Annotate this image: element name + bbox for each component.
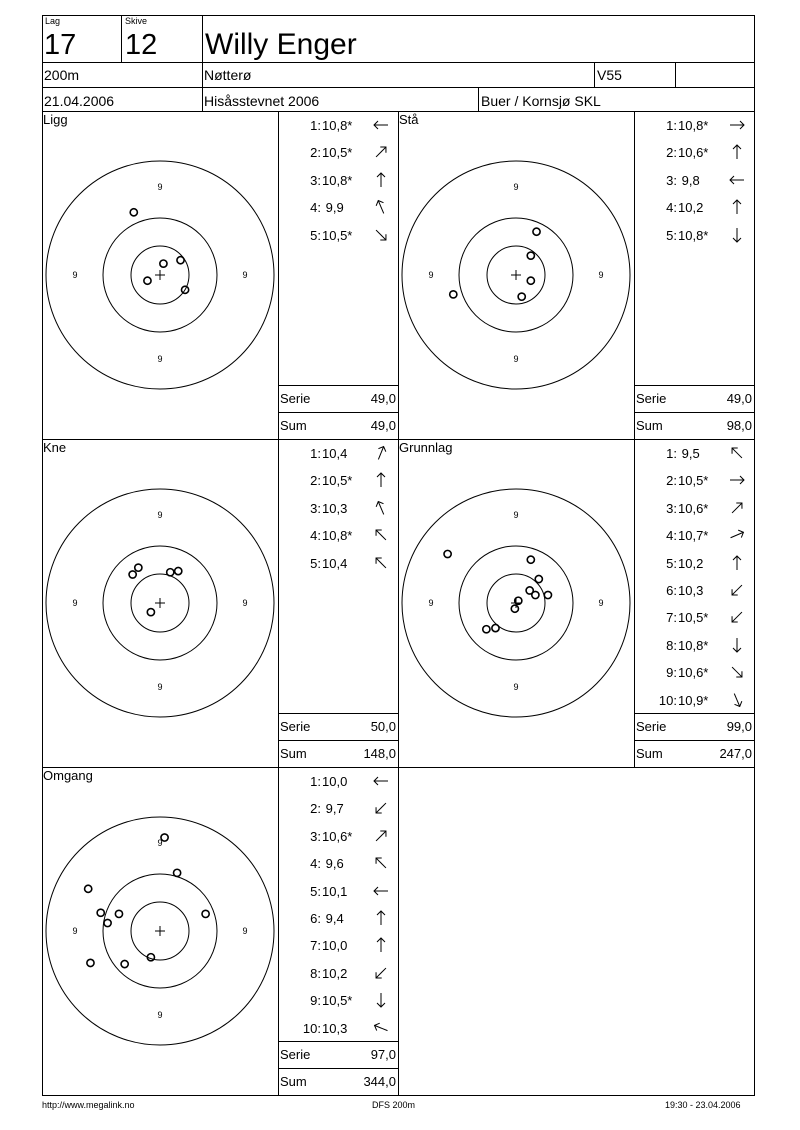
sum-label: Sum — [636, 418, 663, 433]
shot-value: 10,8* — [678, 227, 709, 243]
shot-value: 10,7* — [678, 528, 709, 544]
shot-impact-5 — [104, 919, 111, 926]
footer-title: DFS 200m — [372, 1100, 416, 1110]
shot-number: 2: — [310, 801, 321, 817]
ring-label: 9 — [513, 354, 519, 364]
shot-value: 10,6* — [322, 828, 353, 844]
date: 21.04.2006 — [44, 93, 115, 109]
sum-label: Sum — [636, 746, 663, 761]
shot-value: 10,5* — [678, 473, 709, 489]
shot-number: 4: — [310, 856, 321, 872]
shot-number: 4: — [666, 200, 677, 216]
shot-number: 5: — [310, 227, 321, 243]
direction-arrow-icon — [371, 990, 391, 1010]
ring-label: 9 — [242, 598, 248, 608]
shot-impact-1 — [147, 609, 154, 616]
direction-arrow-icon — [371, 197, 391, 217]
ring-label: 9 — [157, 182, 163, 192]
direction-arrow-icon — [371, 225, 391, 245]
direction-arrow-icon — [727, 170, 747, 190]
range-name: Buer / Kornsjø SKL — [481, 93, 601, 109]
sum-value: 148,0 — [363, 746, 396, 761]
shot-impact-1 — [527, 252, 534, 259]
shot-impact-5 — [135, 564, 142, 571]
shot-impact-4 — [97, 909, 104, 916]
shot-value: 10,6* — [678, 500, 709, 516]
shot-number: 3: — [310, 828, 321, 844]
direction-arrow-icon — [727, 470, 747, 490]
shot-number: 1: — [666, 118, 677, 133]
stage-label-omgang: Omgang — [43, 768, 93, 783]
shot-impact-8 — [527, 556, 534, 563]
shot-impact-7 — [535, 575, 542, 582]
footer-url[interactable]: http://www.megalink.no — [42, 1100, 135, 1110]
shot-value: 9,8 — [678, 172, 700, 188]
shot-number: 2: — [310, 145, 321, 161]
shot-number: 7: — [666, 610, 677, 626]
sum-label: Sum — [280, 746, 307, 761]
shot-value: 10,4 — [322, 446, 348, 461]
direction-arrow-icon — [371, 935, 391, 955]
sum-value: 247,0 — [719, 746, 752, 761]
event-name: Hisåsstevnet 2006 — [204, 93, 320, 109]
shot-value: 10,5* — [322, 227, 353, 243]
shot-impact-3 — [177, 257, 184, 264]
direction-arrow-icon — [727, 662, 747, 682]
lag-value: 17 — [44, 29, 77, 61]
direction-arrow-icon — [371, 170, 391, 190]
sum-value: 49,0 — [370, 418, 396, 433]
shot-value: 10,3 — [678, 583, 704, 598]
ring-label: 9 — [157, 510, 163, 520]
ring-label: 9 — [157, 354, 163, 364]
shot-impact-9 — [121, 960, 128, 967]
direction-arrow-icon — [727, 197, 747, 217]
shot-impact-4 — [518, 293, 525, 300]
shot-value: 10,0 — [322, 938, 348, 954]
direction-arrow-icon — [371, 771, 391, 791]
shot-value: 10,8* — [322, 172, 353, 188]
shot-number: 9: — [666, 665, 677, 681]
shot-value: 10,2 — [678, 555, 704, 571]
direction-arrow-icon — [371, 525, 391, 545]
shot-number: 1: — [666, 446, 677, 461]
shot-number: 2: — [666, 145, 677, 161]
shot-value: 10,8* — [678, 118, 709, 133]
shot-number: 1: — [310, 774, 321, 789]
direction-arrow-icon — [371, 963, 391, 983]
shot-impact-2 — [527, 277, 534, 284]
shot-value: 10,8* — [322, 528, 353, 544]
distance: 200m — [44, 67, 80, 83]
ring-label: 9 — [72, 270, 78, 280]
shot-impact-3 — [85, 885, 92, 892]
shot-value: 10,5* — [322, 145, 353, 161]
ring-label: 9 — [598, 270, 604, 280]
ring-label: 9 — [157, 1010, 163, 1020]
footer-timestamp: 19:30 - 23.04.2006 — [665, 1100, 741, 1110]
shot-number: 6: — [666, 583, 677, 598]
shot-value: 9,6 — [322, 856, 344, 872]
skive-value: 12 — [125, 29, 158, 61]
shot-number: 1: — [310, 118, 321, 133]
shot-number: 9: — [310, 993, 321, 1009]
shot-impact-10 — [511, 605, 518, 612]
target-stå — [396, 155, 636, 395]
lag-label: Lag — [45, 16, 61, 26]
shot-value: 9,4 — [322, 911, 344, 926]
stage-label-grunnlag: Grunnlag — [399, 440, 453, 455]
sum-label: Sum — [280, 1074, 307, 1089]
shot-number: 3: — [310, 172, 321, 188]
shot-impact-3 — [129, 571, 136, 578]
serie-label: Serie — [280, 1047, 311, 1062]
target-ligg — [40, 155, 280, 395]
ring-label: 9 — [157, 838, 163, 848]
skive-label: Skive — [125, 16, 148, 26]
serie-value: 49,0 — [370, 391, 396, 406]
direction-arrow-icon — [371, 826, 391, 846]
shot-number: 1: — [310, 446, 321, 461]
club: Nøtterø — [204, 67, 252, 83]
ring-label: 9 — [72, 926, 78, 936]
ring-label: 9 — [242, 926, 248, 936]
shot-value: 9,7 — [322, 801, 344, 817]
ring-label: 9 — [72, 598, 78, 608]
shot-value: 10,8* — [678, 637, 709, 653]
shot-value: 10,8* — [322, 118, 353, 133]
serie-value: 97,0 — [370, 1047, 396, 1062]
shot-number: 4: — [310, 200, 321, 216]
shot-impact-9 — [526, 587, 533, 594]
target-omgang — [40, 811, 280, 1051]
target-kne — [40, 483, 280, 723]
shot-value: 10,9* — [678, 692, 709, 708]
shot-impact-6 — [483, 626, 490, 633]
shot-value: 10,6* — [678, 145, 709, 161]
direction-arrow-icon — [727, 115, 747, 135]
shot-number: 3: — [666, 500, 677, 516]
shooter-name: Willy Enger — [205, 28, 357, 61]
target-grunnlag — [396, 483, 636, 723]
stage-label-stå: Stå — [399, 112, 419, 127]
shot-value: 10,4 — [322, 555, 348, 571]
direction-arrow-icon — [371, 553, 391, 573]
sum-value: 344,0 — [363, 1074, 396, 1089]
ring-label: 9 — [513, 182, 519, 192]
direction-arrow-icon — [727, 443, 747, 463]
serie-value: 49,0 — [726, 391, 752, 406]
direction-arrow-icon — [727, 607, 747, 627]
ring-label: 9 — [598, 598, 604, 608]
shot-value: 10,5* — [322, 473, 353, 489]
ring-label: 9 — [513, 510, 519, 520]
shot-value: 10,1 — [322, 883, 348, 899]
shot-value: 9,5 — [678, 446, 700, 461]
shot-impact-2 — [167, 569, 174, 576]
shot-value: 10,2 — [322, 965, 348, 981]
direction-arrow-icon — [371, 853, 391, 873]
shot-impact-10 — [87, 959, 94, 966]
shot-value: 9,9 — [322, 200, 344, 216]
shot-impact-1 — [444, 550, 451, 557]
direction-arrow-icon — [727, 225, 747, 245]
ring-label: 9 — [428, 270, 434, 280]
shot-number: 8: — [310, 965, 321, 981]
direction-arrow-icon — [371, 142, 391, 162]
serie-label: Serie — [280, 719, 311, 734]
serie-label: Serie — [636, 391, 667, 406]
shot-value: 10,3 — [322, 500, 348, 516]
shot-number: 5: — [666, 227, 677, 243]
direction-arrow-icon — [727, 580, 747, 600]
stage-label-kne: Kne — [43, 440, 67, 455]
shot-value: 10,3 — [322, 1020, 348, 1036]
direction-arrow-icon — [727, 498, 747, 518]
shot-number: 8: — [666, 637, 677, 653]
shot-impact-5 — [533, 228, 540, 235]
shot-value: 10,0 — [322, 774, 348, 789]
shot-impact-4 — [175, 567, 182, 574]
direction-arrow-icon — [371, 881, 391, 901]
ring-label: 9 — [157, 682, 163, 692]
shot-number: 5: — [310, 555, 321, 571]
ring-label: 9 — [428, 598, 434, 608]
ring-label: 9 — [242, 270, 248, 280]
shot-impact-5 — [492, 624, 499, 631]
direction-arrow-icon — [371, 470, 391, 490]
direction-arrow-icon — [371, 443, 391, 463]
shot-number: 2: — [666, 473, 677, 489]
shot-value: 10,5* — [322, 993, 353, 1009]
shot-number: 4: — [310, 528, 321, 544]
shot-number: 3: — [666, 172, 677, 188]
direction-arrow-icon — [371, 798, 391, 818]
sum-value: 98,0 — [726, 418, 752, 433]
shot-impact-5 — [130, 209, 137, 216]
shot-number: 3: — [310, 500, 321, 516]
shot-number: 5: — [310, 883, 321, 899]
direction-arrow-icon — [371, 1018, 391, 1038]
shot-number: 4: — [666, 528, 677, 544]
sum-label: Sum — [280, 418, 307, 433]
class: V55 — [597, 67, 622, 83]
shot-impact-2 — [544, 591, 551, 598]
direction-arrow-icon — [371, 115, 391, 135]
direction-arrow-icon — [727, 553, 747, 573]
ring-label: 9 — [513, 682, 519, 692]
shot-value: 10,6* — [678, 665, 709, 681]
shot-number: 10: — [658, 692, 677, 708]
shot-number: 5: — [666, 555, 677, 571]
shot-impact-3 — [450, 291, 457, 298]
shot-number: 6: — [310, 911, 321, 926]
shot-value: 10,5* — [678, 610, 709, 626]
shot-impact-1 — [160, 260, 167, 267]
shot-number: 10: — [302, 1020, 321, 1036]
direction-arrow-icon — [727, 525, 747, 545]
serie-value: 50,0 — [370, 719, 396, 734]
direction-arrow-icon — [727, 635, 747, 655]
direction-arrow-icon — [727, 142, 747, 162]
serie-label: Serie — [280, 391, 311, 406]
shot-impact-7 — [202, 910, 209, 917]
shot-impact-2 — [144, 277, 151, 284]
direction-arrow-icon — [727, 690, 747, 710]
shot-number: 2: — [310, 473, 321, 489]
direction-arrow-icon — [371, 498, 391, 518]
shot-value: 10,2 — [678, 200, 704, 216]
direction-arrow-icon — [371, 908, 391, 928]
serie-label: Serie — [636, 719, 667, 734]
stage-label-ligg: Ligg — [43, 112, 68, 127]
shot-number: 7: — [310, 938, 321, 954]
shot-impact-6 — [115, 910, 122, 917]
shot-impact-2 — [174, 869, 181, 876]
serie-value: 99,0 — [726, 719, 752, 734]
